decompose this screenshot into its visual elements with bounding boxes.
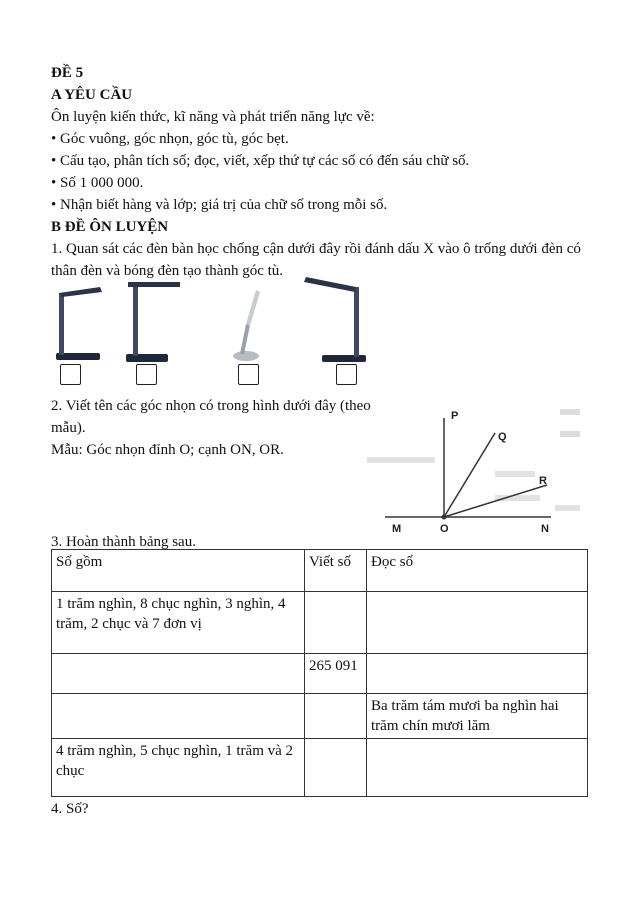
- label-m: M: [392, 523, 402, 535]
- exam-title: ĐỀ 5: [51, 65, 84, 81]
- lamp-1-checkbox[interactable]: [60, 364, 81, 385]
- table-cell-input[interactable]: [367, 739, 588, 797]
- label-o: O: [440, 523, 449, 535]
- question-3-title: 3. Hoàn thành bảng sau.: [51, 534, 196, 550]
- question-2-line-1: 2. Viết tên các góc nhọn có trong hình dưới đây (theo: [51, 398, 371, 414]
- number-table: [51, 549, 588, 797]
- header-doc-so: Đọc số: [367, 550, 588, 592]
- table-cell-input[interactable]: [305, 592, 367, 654]
- bullet-item: • Số 1 000 000.: [51, 175, 144, 191]
- lamp-4-checkbox[interactable]: [336, 364, 357, 385]
- angle-figure: [355, 398, 585, 536]
- bullet-item: • Góc vuông, góc nhọn, góc tù, góc bẹt.: [51, 131, 289, 147]
- table-cell-input[interactable]: [52, 694, 305, 739]
- question-2-line-2: mẫu).: [51, 420, 86, 436]
- table-row: [52, 694, 588, 739]
- header-so-gom: Số gồm: [52, 550, 305, 592]
- question-1-line-2: thân đèn và bóng đèn tạo thành góc tù.: [51, 263, 284, 279]
- table-row: [52, 739, 588, 797]
- table-cell-input[interactable]: [367, 592, 588, 654]
- question-2-example: Mẫu: Góc nhọn đỉnh O; cạnh ON, OR.: [51, 442, 284, 458]
- table-cell-input[interactable]: [52, 654, 305, 694]
- table-cell-input[interactable]: [305, 739, 367, 797]
- table-cell: 1 trăm nghìn, 8 chục nghìn, 3 nghìn, 4 trăm, 2 chục và 7 đơn vị: [52, 592, 305, 654]
- table-row: [52, 654, 588, 694]
- table-cell: 265 091: [305, 654, 367, 694]
- header-viet-so: Viết số: [305, 550, 367, 592]
- table-row: [52, 592, 588, 654]
- lamp-2-checkbox[interactable]: [136, 364, 157, 385]
- table-cell: Ba trăm tám mươi ba nghìn hai trăm chín mươi lăm: [367, 694, 588, 739]
- lamp-image-2: [122, 276, 182, 364]
- section-a-heading: A YÊU CẦU: [51, 87, 133, 103]
- table-cell-input[interactable]: [367, 654, 588, 694]
- question-4-title: 4. Số?: [51, 801, 89, 817]
- section-a-intro: Ôn luyện kiến thức, kĩ năng và phát triển năng lực về:: [51, 109, 375, 125]
- label-q: Q: [498, 431, 507, 443]
- table-cell: 4 trăm nghìn, 5 chục nghìn, 1 trăm và 2 chục: [52, 739, 305, 797]
- section-b-heading: B ĐỀ ÔN LUYỆN: [51, 219, 169, 235]
- table-cell-input[interactable]: [305, 694, 367, 739]
- label-p: P: [451, 410, 459, 422]
- table-header-row: [52, 550, 588, 592]
- point-o: [442, 515, 447, 520]
- bullet-item: • Nhận biết hàng và lớp; giá trị của chữ số trong mỗi số.: [51, 197, 388, 213]
- lamp-image-1: [50, 283, 110, 363]
- bullet-item: • Cấu tạo, phân tích số; đọc, viết, xếp thứ tự các số có đến sáu chữ số.: [51, 153, 470, 169]
- lamp-3-checkbox[interactable]: [238, 364, 259, 385]
- lamp-image-3: [230, 286, 270, 364]
- label-r: R: [539, 475, 547, 487]
- lamp-image-4: [300, 275, 370, 365]
- ray-oq: [444, 433, 495, 517]
- label-n: N: [541, 523, 549, 535]
- question-1-line-1: 1. Quan sát các đèn bàn học chống cận dưới đây rồi đánh dấu X vào ô trống dưới đèn có: [51, 241, 581, 257]
